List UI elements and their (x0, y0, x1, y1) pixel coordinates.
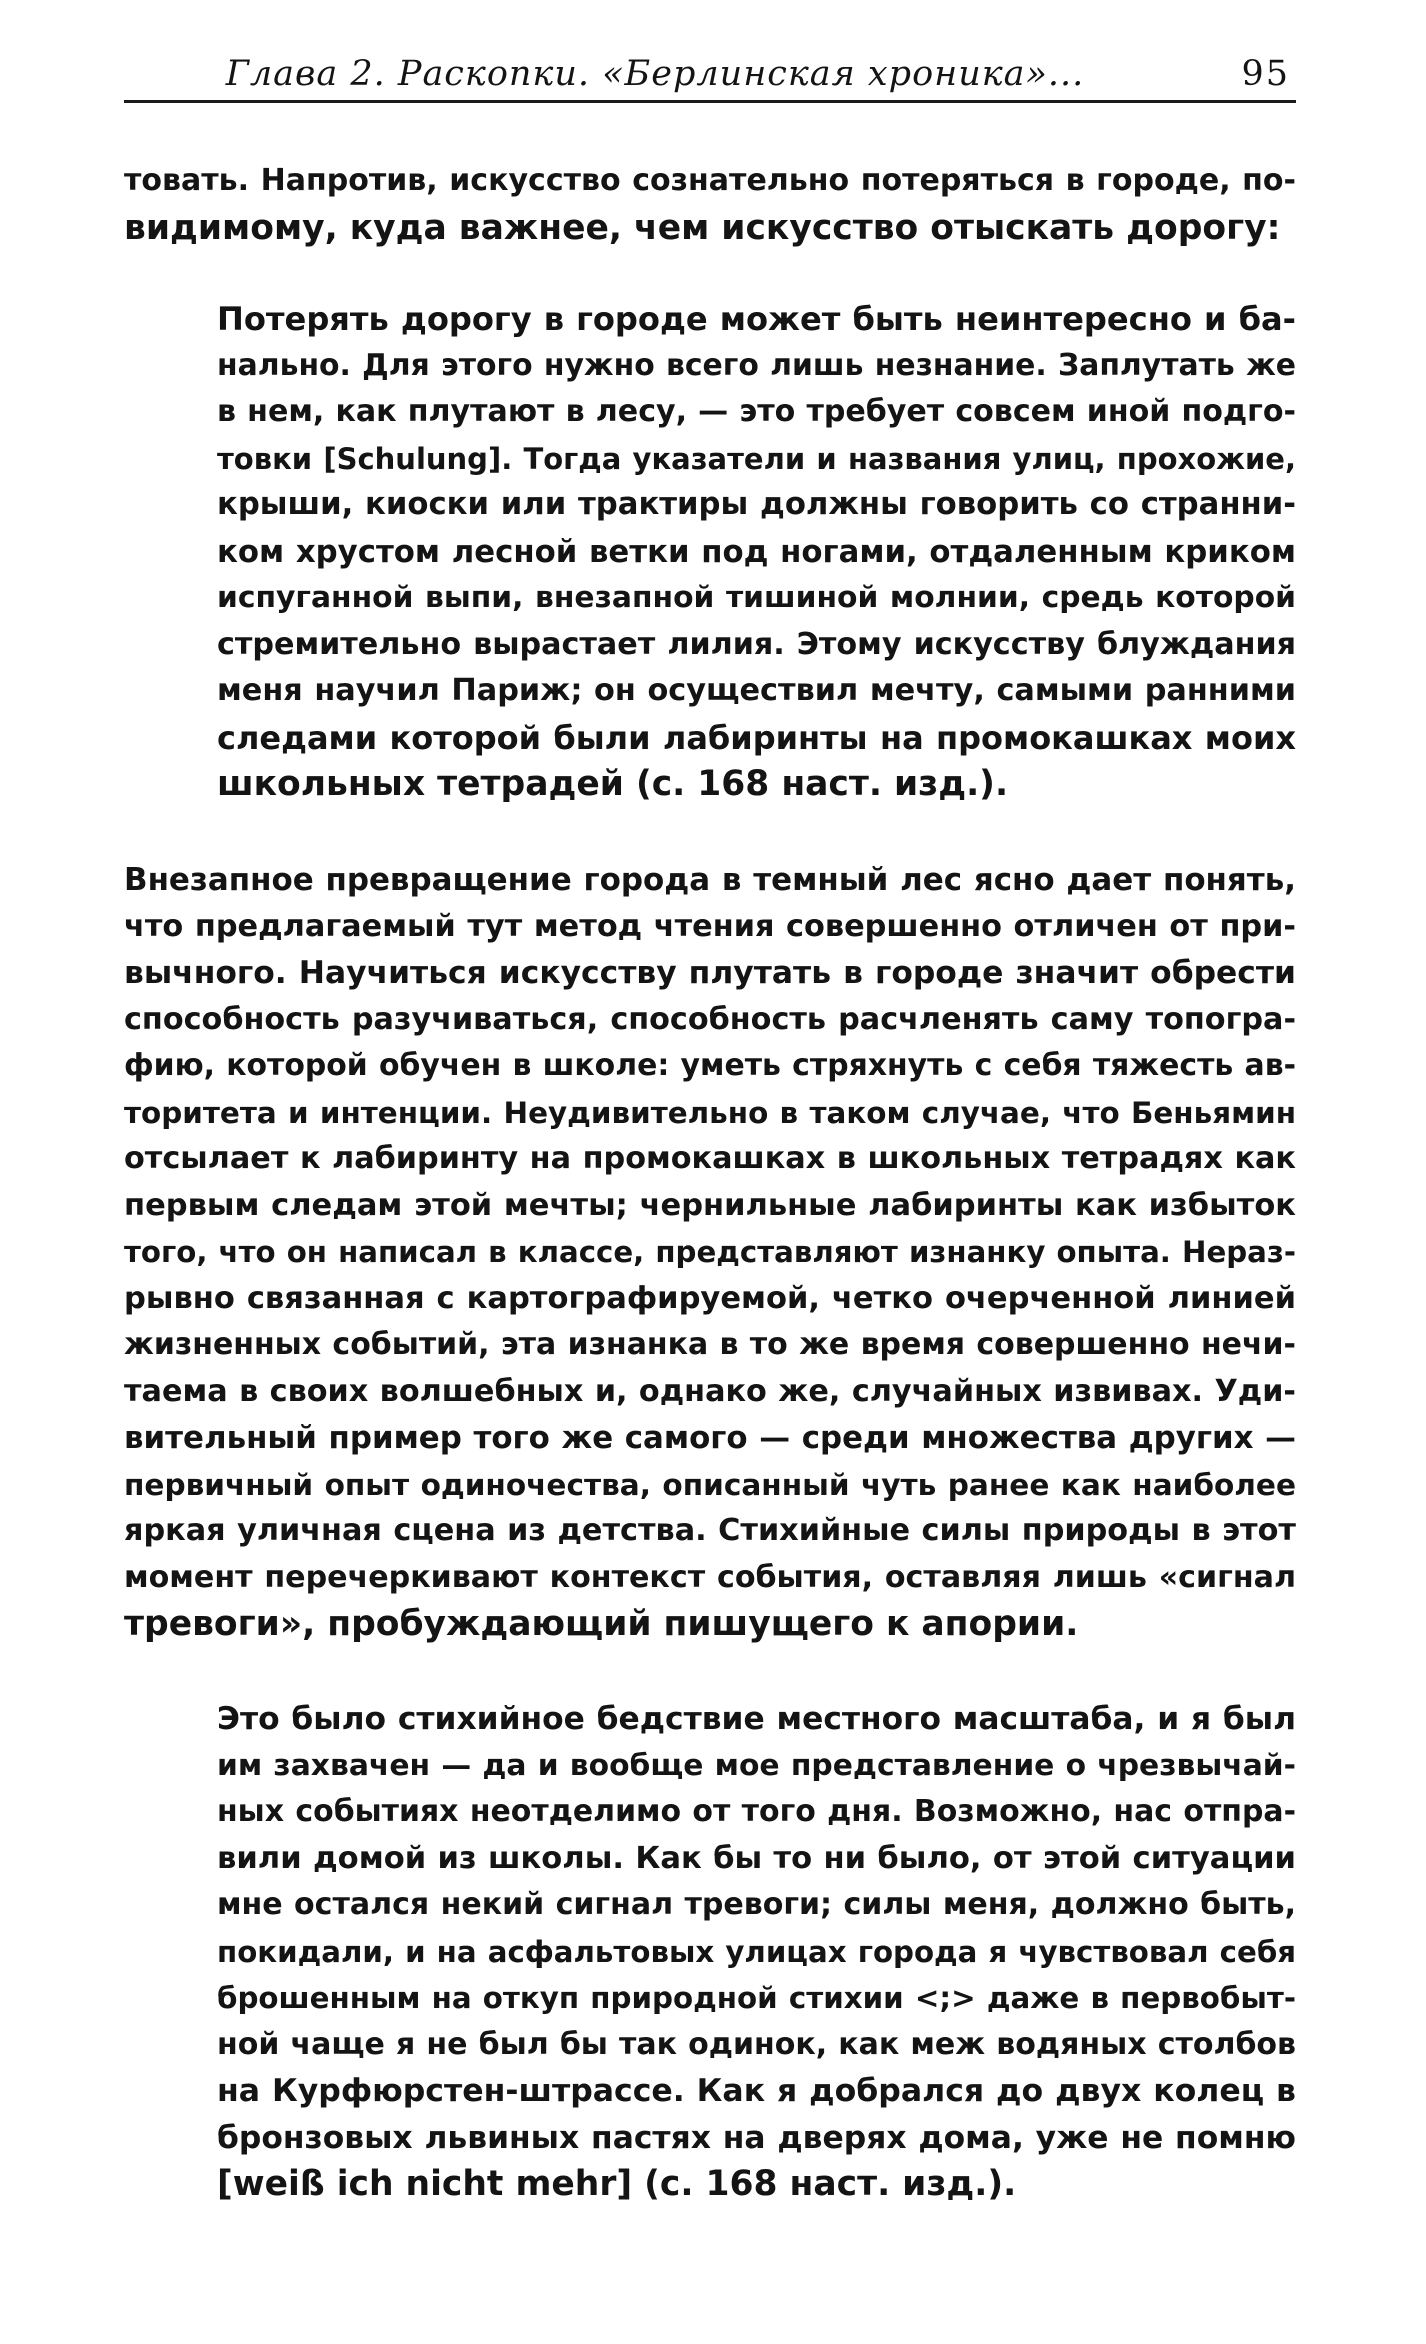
quote-line: брошенным на откуп природной стихии <;> даже в первобыт- (217, 1981, 1296, 2015)
text-line: таема в своих волшебных и, однако же, случайных извивах. Уди- (124, 1373, 1296, 1409)
quote-line: мне остался некий сигнал тревоги; силы меня, должно быть, (217, 1887, 1296, 1922)
quote-line: ной чаще я не был бы так одинок, как меж водяных столбов (217, 2026, 1296, 2062)
text-line: рывно связанная с картографируемой, четко очерченной линией (124, 1280, 1296, 1316)
page-number: 95 (1241, 54, 1290, 94)
quote-line: ных событиях неотделимо от того дня. Возможно, нас отпра- (217, 1794, 1296, 1829)
quote-line: бронзовых львиных пастях на дверях дома, уже не помню (217, 2119, 1296, 2156)
text-line: жизненных событий, эта изнанка в то же время совершенно нечи- (124, 1327, 1296, 1362)
text-line: торитета и интенции. Неудивительно в таком случае, что Беньямин (124, 1095, 1296, 1130)
text-line: тревоги», пробуждающий пишущего к апории. (124, 1604, 1079, 1644)
block-quote-paris (217, 296, 1296, 808)
quote-line: школьных тетрадей (с. 168 наст. изд.). (217, 764, 1009, 804)
running-title: Глава 2. Раскопки. «Берлинская хроника»... (225, 54, 1085, 94)
paragraph-continuation (124, 158, 1296, 251)
running-header (124, 48, 1296, 103)
quote-line: вили домой из школы. Как бы то ни было, от этой ситуации (217, 1840, 1296, 1876)
quote-line: ком хрустом лесной ветки под ногами, отдаленным криком (217, 533, 1296, 570)
quote-line: им захвачен — да и вообще мое представление о чрезвычай- (217, 1747, 1296, 1783)
text-line: фию, которой обучен в школе: уметь стряхнуть с себя тяжесть ав- (124, 1048, 1296, 1083)
text-line: что предлагаемый тут метод чтения совершенно отличен от при- (124, 908, 1296, 944)
quote-line: [weiß ich nicht mehr] (с. 168 наст. изд.). (217, 2164, 1017, 2204)
quote-line: Это было стихийное бедствие местного масштаба, и я был (217, 1701, 1296, 1737)
quote-line: товки [Schulung]. Тогда указатели и названия улиц, прохожие, (217, 441, 1296, 476)
quote-line: нально. Для этого нужно всего лишь незнание. Заплутать же (217, 347, 1296, 383)
quote-line: следами которой были лабиринты на промокашках моих (217, 718, 1296, 757)
quote-line: испуганной выпи, внезапной тишиной молнии, средь которой (217, 580, 1296, 615)
text-line: того, что он написал в классе, представляют изнанку опыта. Нераз- (124, 1235, 1296, 1269)
quote-line: стремительно вырастает лилия. Этому искусству блуждания (217, 626, 1296, 662)
text-line: первичный опыт одиночества, описанный чуть ранее как наиболее (124, 1467, 1296, 1502)
text-line: первым следам этой мечты; чернильные лабиринты как избыток (124, 1187, 1296, 1223)
text-line: яркая уличная сцена из детства. Стихийные силы природы в этот (124, 1513, 1296, 1548)
text-line: Внезапное превращение города в темный лес ясно дает понять, (124, 862, 1296, 898)
quote-line: крыши, киоски или трактиры должны говорить со странни- (217, 487, 1296, 522)
text-line: отсылает к лабиринту на промокашках в школьных тетрадях как (124, 1141, 1296, 1176)
text-line: способность разучиваться, способность расчленять саму топогра- (124, 1001, 1296, 1037)
text-line: вительный пример того же самого — среди множества других — (124, 1420, 1296, 1456)
quote-line: Потерять дорогу в городе может быть неинтересно и ба- (217, 300, 1296, 338)
paragraph-main (124, 857, 1296, 1648)
quote-line: покидали, и на асфальтовых улицах города я чувствовал себя (217, 1934, 1296, 1969)
text-line: товать. Напротив, искусство сознательно потеряться в городе, по- (124, 163, 1296, 198)
quote-line: меня научил Париж; он осуществил мечту, самыми ранними (217, 673, 1296, 708)
block-quote-storm (217, 1696, 1296, 2208)
quote-line: в нем, как плутают в лесу, — это требует совсем иной подго- (217, 394, 1296, 429)
text-line: видимому, куда важнее, чем искусство отыскать дорогу: (124, 207, 1281, 248)
quote-line: на Курфюрстен-штрассе. Как я добрался до двух колец в (217, 2073, 1296, 2109)
text-line: вычного. Научиться искусству плутать в городе значит обрести (124, 955, 1296, 991)
text-line: момент перечеркивают контекст события, оставляя лишь «сигнал (124, 1559, 1296, 1595)
